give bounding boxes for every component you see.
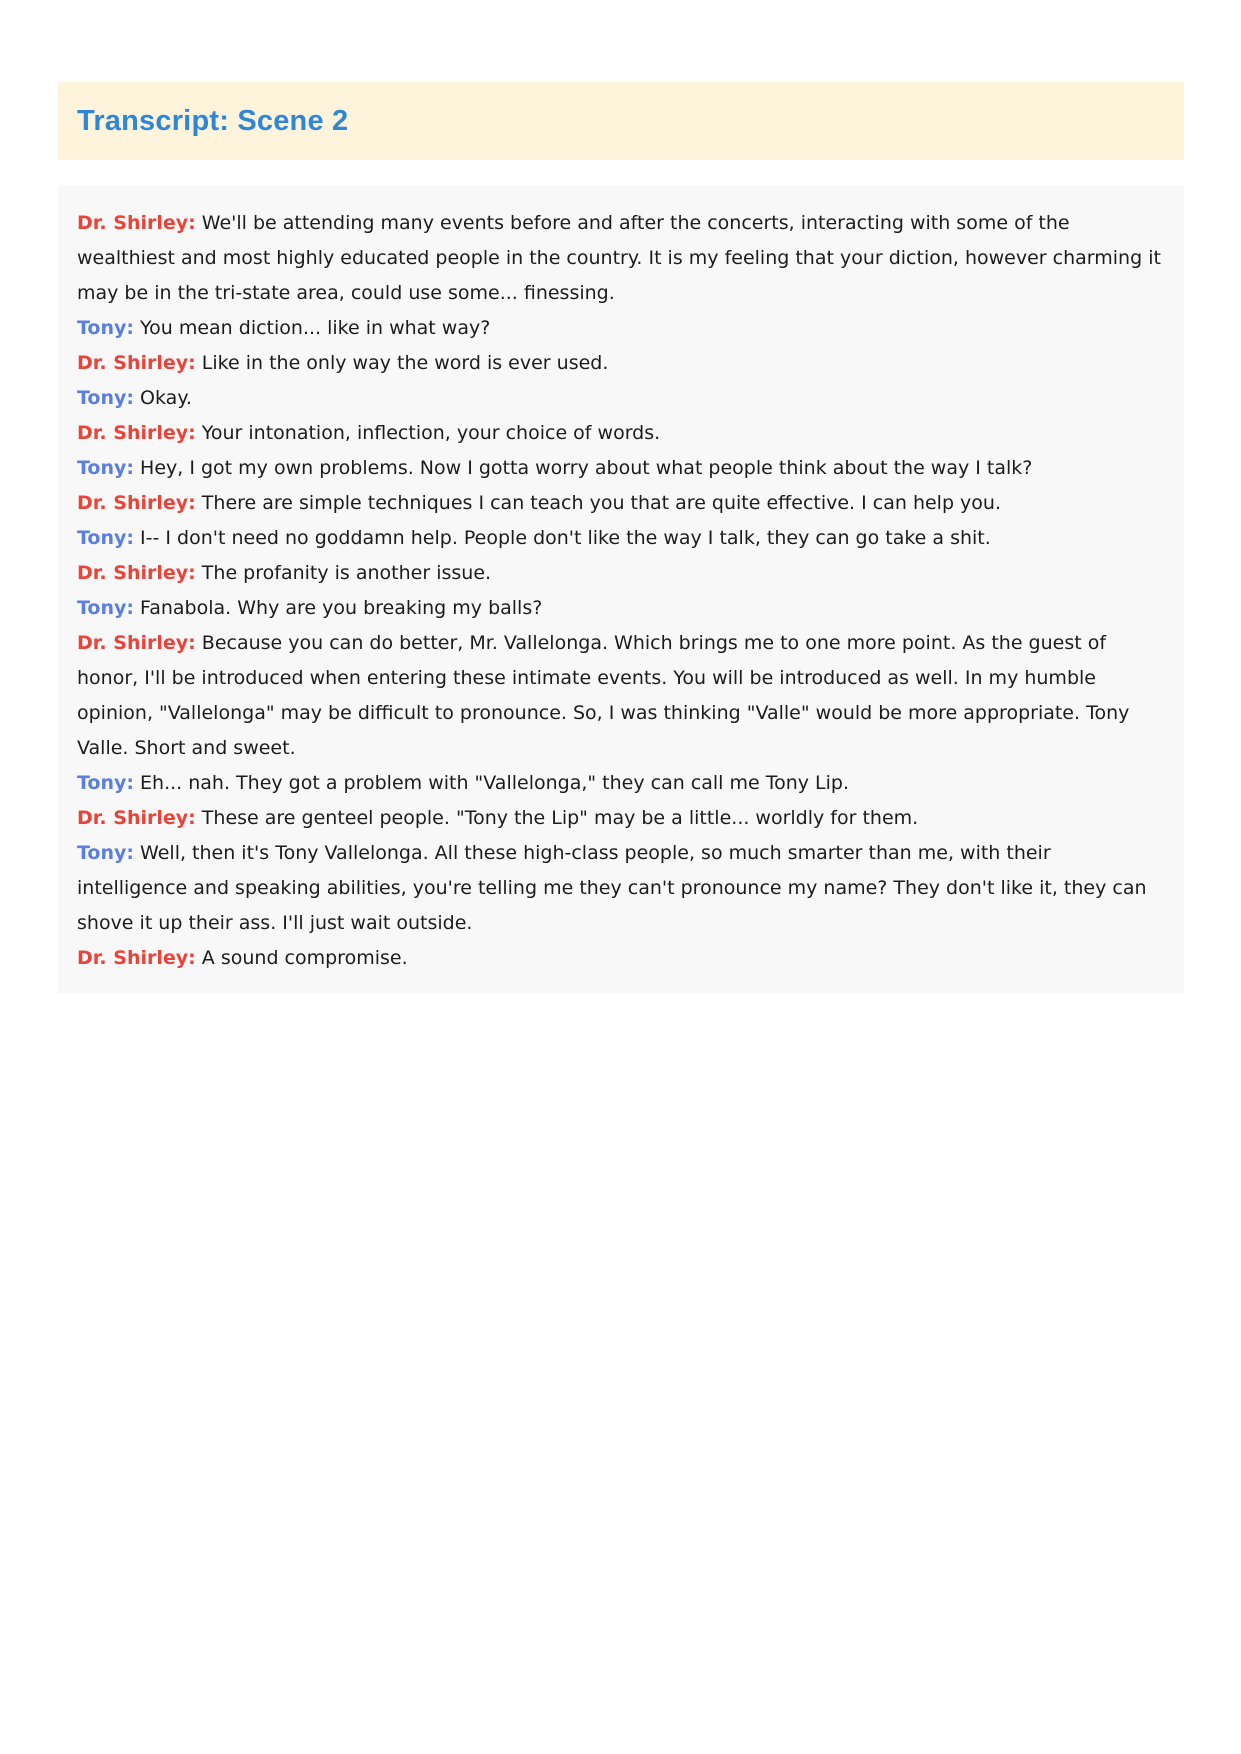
- dialogue-text: Your intonation, inflection, your choice of words.: [201, 422, 661, 444]
- title-banner: [58, 82, 1184, 160]
- speaker-label: Tony:: [77, 842, 134, 864]
- transcript: [58, 186, 1184, 993]
- dialogue-text: A sound compromise.: [201, 947, 408, 969]
- dialogue-line: [77, 486, 1165, 521]
- dialogue-text: You mean diction... like in what way?: [140, 317, 491, 339]
- dialogue-line: [77, 451, 1165, 486]
- dialogue-text: These are genteel people. "Tony the Lip" may be a little... worldly for them.: [201, 807, 919, 829]
- speaker-label: Tony:: [77, 772, 134, 794]
- dialogue-text: The profanity is another issue.: [201, 562, 492, 584]
- dialogue-line: [77, 206, 1165, 311]
- dialogue-line: [77, 941, 1165, 976]
- speaker-label: Dr. Shirley:: [77, 632, 196, 654]
- speaker-label: Tony:: [77, 527, 134, 549]
- dialogue-text: Fanabola. Why are you breaking my balls?: [140, 597, 543, 619]
- dialogue-line: [77, 591, 1165, 626]
- speaker-label: Dr. Shirley:: [77, 492, 196, 514]
- dialogue-text: Okay.: [140, 387, 192, 409]
- dialogue-line: [77, 346, 1165, 381]
- dialogue-line: [77, 556, 1165, 591]
- speaker-label: Dr. Shirley:: [77, 212, 196, 234]
- dialogue-line: [77, 766, 1165, 801]
- speaker-label: Dr. Shirley:: [77, 807, 196, 829]
- dialogue-text: Like in the only way the word is ever used.: [201, 352, 609, 374]
- dialogue-line: [77, 416, 1165, 451]
- dialogue-text: Eh... nah. They got a problem with "Vallelonga," they can call me Tony Lip.: [140, 772, 850, 794]
- dialogue-text: Because you can do better, Mr. Vallelonga. Which brings me to one more point. As the guest of honor, I'll be introduced when entering these intimate events. You will be introduced as well. In my humble opinion, "Vallelonga" may be difficult to pronounce. So, I was thinking "Valle" would be more appropriate. Tony Valle. Short and sweet.: [77, 632, 1130, 759]
- speaker-label: Tony:: [77, 387, 134, 409]
- dialogue-text: We'll be attending many events before and after the concerts, interacting with some of the wealthiest and most highly educated people in the country. It is my feeling that your diction, however charming it may be in the tri-state area, could use some... finessing.: [77, 212, 1161, 304]
- speaker-label: Dr. Shirley:: [77, 422, 196, 444]
- dialogue-line: [77, 801, 1165, 836]
- speaker-label: Dr. Shirley:: [77, 562, 196, 584]
- dialogue-text: I-- I don't need no goddamn help. People don't like the way I talk, they can go take a shit.: [140, 527, 991, 549]
- dialogue-text: Hey, I got my own problems. Now I gotta worry about what people think about the way I talk?: [140, 457, 1033, 479]
- dialogue-text: Well, then it's Tony Vallelonga. All these high-class people, so much smarter than me, with their intelligence and speaking abilities, you're telling me they can't pronounce my name? They don't like it, they can shove it up their ass. I'll just wait outside.: [77, 842, 1147, 934]
- speaker-label: Tony:: [77, 317, 134, 339]
- dialogue-line: [77, 381, 1165, 416]
- dialogue-line: [77, 836, 1165, 941]
- page-title: Transcript: Scene 2: [77, 104, 349, 137]
- speaker-label: Tony:: [77, 457, 134, 479]
- speaker-label: Tony:: [77, 597, 134, 619]
- speaker-label: Dr. Shirley:: [77, 947, 196, 969]
- dialogue-line: [77, 521, 1165, 556]
- dialogue-line: [77, 311, 1165, 346]
- dialogue-text: There are simple techniques I can teach you that are quite effective. I can help you.: [201, 492, 1002, 514]
- speaker-label: Dr. Shirley:: [77, 352, 196, 374]
- dialogue-line: [77, 626, 1165, 766]
